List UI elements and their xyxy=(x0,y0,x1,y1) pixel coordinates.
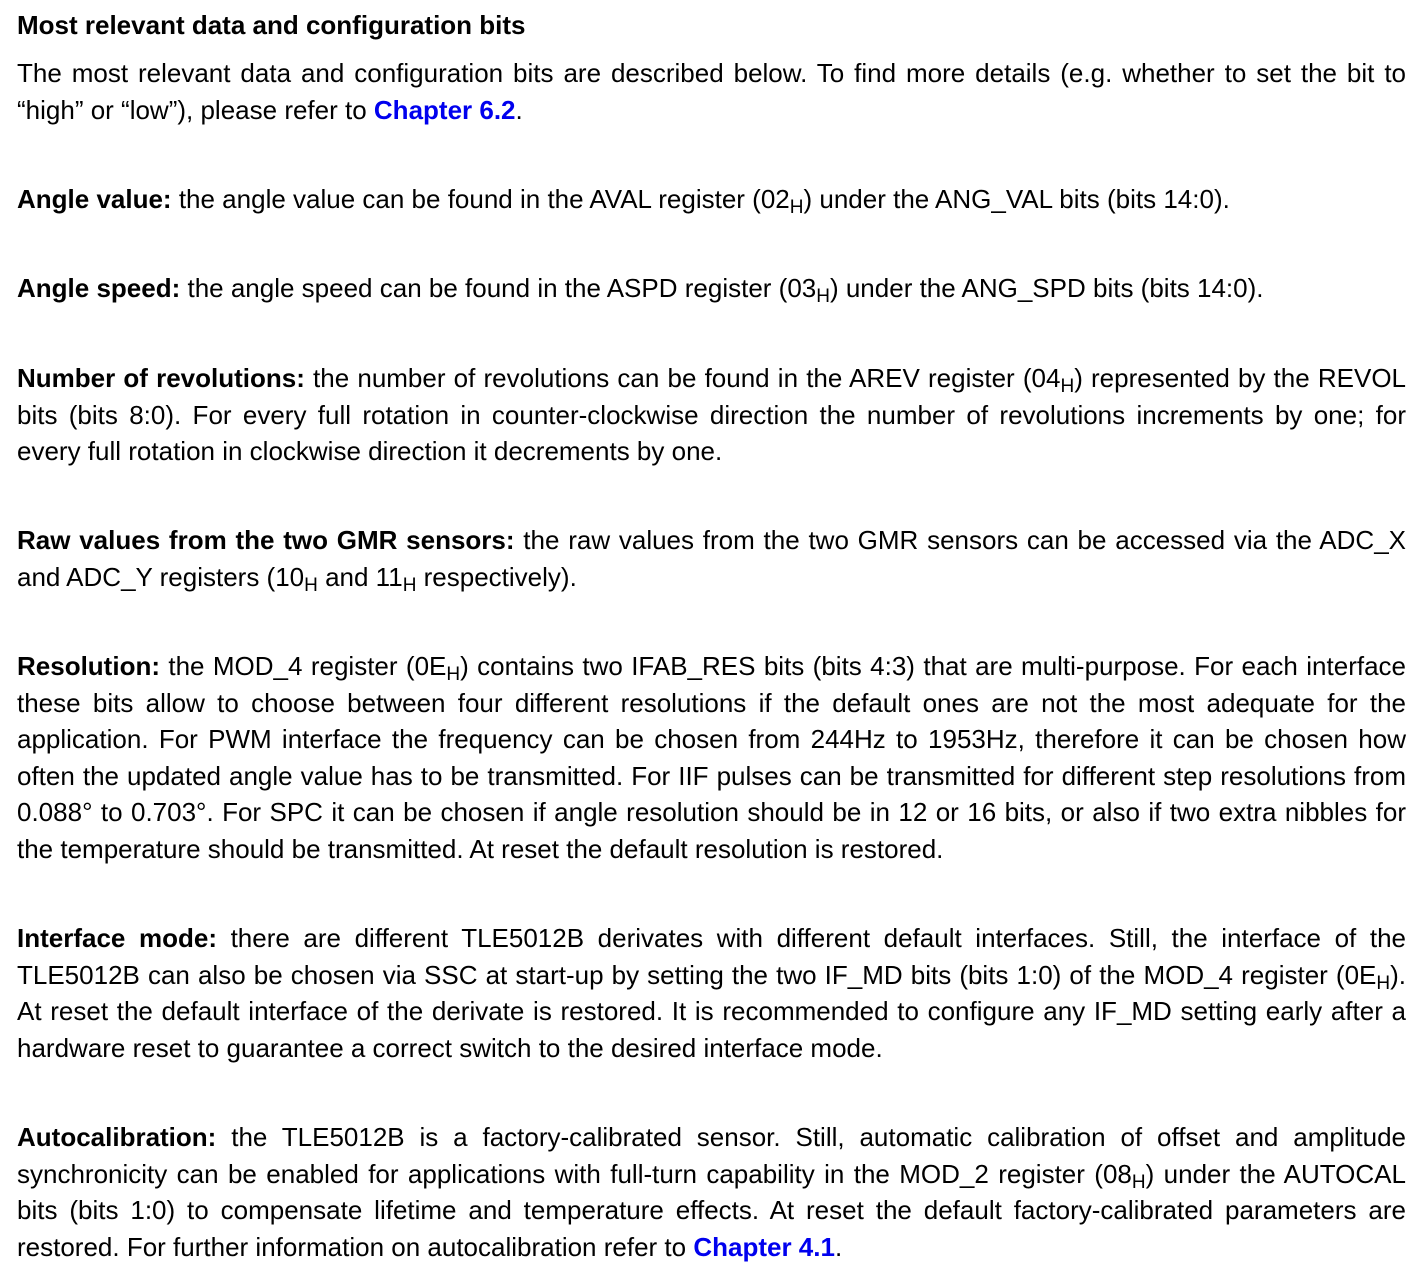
revolutions-label: Number of revolutions: xyxy=(17,363,305,393)
interface-mode-text-end: ). At reset the default interface of the derivate is restored. It is recommended to configure any IF_MD setting early after a hardware reset to guarantee a correct switch to the desired interface mode. xyxy=(17,959,1406,1063)
autocalibration-text-mid: ) under the AUTOCAL bits (bits 1:0) to compensate lifetime and temperature effects. At reset the default factory-calibrated parameters are restored. For further information on autocalibration refer to xyxy=(17,1158,1406,1262)
autocalibration-label: Autocalibration: xyxy=(17,1122,217,1152)
angle-value-text: the angle value can be found in the AVAL register (02 xyxy=(171,184,790,214)
hex-subscript: H xyxy=(1060,376,1075,397)
section-heading: Most relevant data and configuration bits xyxy=(17,10,526,40)
angle-speed-label: Angle speed: xyxy=(17,273,181,303)
interface-mode-text: there are different TLE5012B derivates with different default interfaces. Still, the interface of the TLE5012B can also be chosen via SSC at start-up by setting the two IF_MD bits (bits 1:0) of the MOD_4 register (0E xyxy=(17,923,1407,990)
hex-subscript: H xyxy=(304,574,318,596)
angle-value-label: Angle value: xyxy=(17,184,172,214)
chapter-4-1-link[interactable]: Chapter 4.1 xyxy=(693,1231,835,1262)
raw-values-text-mid: and 11 xyxy=(317,561,403,592)
angle-value-paragraph xyxy=(17,181,1406,218)
revolutions-paragraph xyxy=(17,360,1406,470)
hex-subscript: H xyxy=(446,664,461,685)
angle-speed-text: the angle speed can be found in the ASPD register (03 xyxy=(180,273,817,303)
angle-value-text-end: ) under the ANG_VAL bits (bits 14:0). xyxy=(803,184,1230,214)
interface-mode-paragraph xyxy=(17,920,1406,1066)
hex-subscript: H xyxy=(816,286,830,307)
hex-subscript: H xyxy=(1131,1171,1146,1193)
hex-subscript: H xyxy=(1376,972,1391,994)
intro-paragraph xyxy=(17,55,1406,128)
angle-speed-text-end: ) under the ANG_SPD bits (bits 14:0). xyxy=(829,273,1264,303)
resolution-paragraph xyxy=(17,648,1406,868)
hex-subscript: H xyxy=(789,197,804,218)
resolution-text-end: ) contains two IFAB_RES bits (bits 4:3) that are multi-purpose. For each interface these bits allow to choose between four different resolutions if the default ones are not the most adequate for the application. For PWM interface the frequency can be chosen from 244Hz to 1953Hz, therefore it can be chosen how often the updated angle value has to be transmitted. For IIF pulses can be transmitted for different step resolutions from 0.088° to 0.703°. For SPC it can be chosen if angle resolution should be in 12 or 16 bits, or also if two extra nibbles for the temperature should be transmitted. At reset the default resolution is restored. xyxy=(17,651,1406,864)
hex-subscript: H xyxy=(402,574,417,596)
raw-values-label: Raw values from the two GMR sensors: xyxy=(17,525,515,555)
raw-values-paragraph xyxy=(17,522,1406,595)
chapter-6-2-link[interactable]: Chapter 6.2 xyxy=(373,94,516,125)
raw-values-text-end: respectively). xyxy=(416,561,577,592)
autocalibration-text-end: . xyxy=(834,1231,843,1262)
raw-values-text: the raw values from the two GMR sensors can be accessed via the ADC_X and ADC_Y registers (10 xyxy=(17,525,1406,592)
autocalibration-paragraph xyxy=(17,1119,1406,1265)
intro-text: The most relevant data and configuration bits are described below. To find more details (e.g. whether to set the bit to “high” or “low”), please refer to xyxy=(17,58,1406,125)
revolutions-text-end: ) represented by the REVOL bits (bits 8:0). For every full rotation in counter-clockwise direction the number of revolutions increments by one; for every full rotation in clockwise direction it decrements by one. xyxy=(17,363,1407,467)
autocalibration-text: the TLE5012B is a factory-calibrated sensor. Still, automatic calibration of offset and amplitude synchronicity can be enabled for applications with full-turn capability in the MOD_2 register (08 xyxy=(17,1122,1406,1189)
intro-text-end: . xyxy=(515,94,523,125)
revolutions-text: the number of revolutions can be found in the AREV register (04 xyxy=(304,363,1061,393)
resolution-text: the MOD_4 register (0E xyxy=(160,651,447,681)
resolution-label: Resolution: xyxy=(17,651,160,681)
interface-mode-label: Interface mode: xyxy=(17,923,217,953)
angle-speed-paragraph xyxy=(17,270,1406,307)
